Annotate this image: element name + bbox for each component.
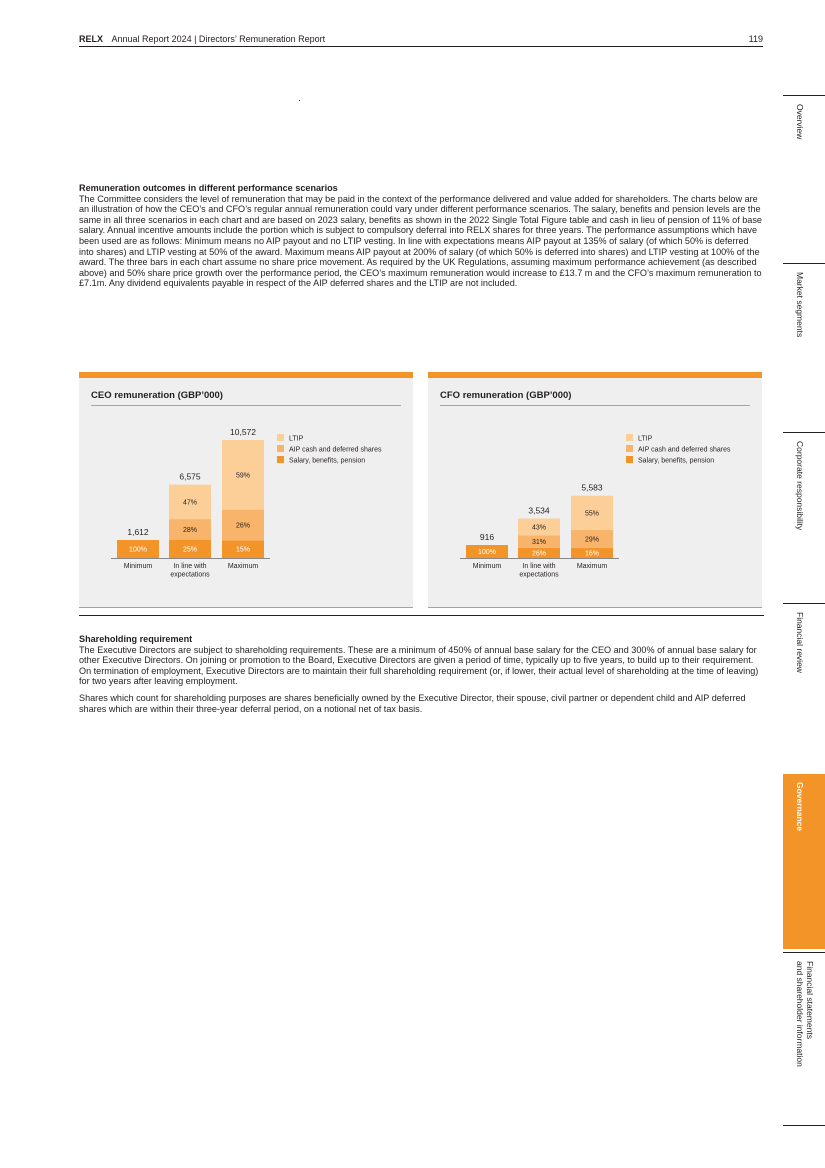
side-tab-label: Market segments bbox=[795, 272, 805, 338]
segment-percent-label: 59% bbox=[235, 472, 251, 480]
legend-label: AIP cash and deferred shares bbox=[289, 446, 382, 454]
stray-dot bbox=[299, 100, 300, 101]
chart-title: CEO remuneration (GBP’000) bbox=[91, 390, 223, 401]
side-tab-market-segments[interactable] bbox=[783, 263, 825, 432]
legend-label: AIP cash and deferred shares bbox=[638, 446, 731, 454]
legend-label: Salary, benefits, pension bbox=[289, 457, 366, 465]
ceo-stacked-bar-chart bbox=[79, 378, 413, 607]
shareholding-paragraph-2: Shares which count for shareholding purposes are shares beneficially owned by the Executive Director, their spouse, civil partner or dependent child and AIP deferred shares which are within their three-year deferral period, on a notional net of tax basis. bbox=[79, 692, 746, 714]
segment-percent-label: 15% bbox=[235, 546, 251, 554]
segment-percent-label: 26% bbox=[235, 522, 251, 530]
legend-label: LTIP bbox=[638, 435, 653, 443]
side-tab-overview[interactable] bbox=[783, 95, 825, 263]
segment-percent-label: 26% bbox=[531, 550, 547, 558]
segment-percent-label: 100% bbox=[478, 549, 496, 556]
page-header bbox=[79, 33, 763, 47]
legend-swatch bbox=[626, 445, 633, 452]
report-title: Annual Report 2024 | Directors’ Remuneration Report bbox=[111, 34, 326, 44]
ceo-chart-panel bbox=[79, 372, 413, 608]
segment-percent-label: 28% bbox=[182, 526, 198, 534]
section-divider bbox=[79, 615, 764, 616]
side-tab-governance[interactable] bbox=[783, 774, 825, 949]
side-nav-bottom-divider bbox=[783, 1125, 825, 1126]
segment-percent-label: 31% bbox=[531, 539, 547, 547]
category-label: expectations bbox=[519, 571, 559, 579]
category-label: Minimum bbox=[123, 563, 153, 570]
legend-swatch bbox=[626, 434, 633, 441]
category-label: Maximum bbox=[227, 563, 259, 570]
legend-swatch bbox=[277, 434, 284, 441]
segment-percent-label: 16% bbox=[584, 550, 600, 558]
legend-label: Salary, benefits, pension bbox=[638, 457, 715, 465]
segment-percent-label: 100% bbox=[129, 546, 147, 554]
bar-total-label: 10,572 bbox=[230, 427, 256, 437]
side-tab-corporate-responsibility[interactable] bbox=[783, 432, 825, 603]
legend-swatch bbox=[277, 445, 284, 452]
bar-total-label: 1,612 bbox=[127, 527, 149, 538]
legend-swatch bbox=[277, 456, 284, 463]
shareholding-paragraph-1: The Executive Directors are subject to shareholding requirements. These are a minimum of 450% of annual base salary for the CEO and 300% of annual base salary for other Executive Directors. On joining or promotion to the Board, Executive Directors are given a period of time, typically up to five years, to build up to their requirement. On termination of employment, Executive Directors are to maintain their full shareholding requirement (or, if lower, their actual level of shareholding at the time of leaving) for two years after leaving employment. bbox=[79, 644, 759, 687]
side-tab-label: Financial review bbox=[795, 612, 805, 673]
side-tab-label: Governance bbox=[795, 782, 805, 832]
bar-total-label: 3,534 bbox=[528, 505, 550, 516]
cfo-chart-panel bbox=[428, 372, 762, 608]
segment-percent-label: 43% bbox=[531, 524, 547, 532]
side-tab-financial-review[interactable] bbox=[783, 603, 825, 773]
legend-label: LTIP bbox=[289, 435, 304, 443]
header-divider bbox=[79, 46, 763, 47]
bar-total-label: 5,583 bbox=[581, 482, 603, 493]
side-tab-label: Corporate responsibility bbox=[795, 441, 805, 531]
category-label: In line with bbox=[173, 563, 207, 570]
segment-percent-label: 25% bbox=[182, 546, 198, 554]
bar-total-label: 916 bbox=[479, 532, 495, 542]
chart-title: CFO remuneration (GBP’000) bbox=[440, 390, 572, 401]
shareholding-section bbox=[79, 634, 764, 714]
category-label: In line with bbox=[522, 563, 556, 570]
legend-swatch bbox=[626, 456, 633, 463]
scenarios-heading: Remuneration outcomes in different performance scenarios bbox=[79, 183, 338, 193]
side-tab-label: Overview bbox=[795, 104, 805, 140]
category-label: Minimum bbox=[472, 563, 502, 570]
cfo-stacked-bar-chart bbox=[428, 378, 762, 607]
segment-percent-label: 55% bbox=[584, 510, 600, 518]
brand-name: RELX bbox=[79, 34, 104, 44]
side-tab-financial-statements[interactable] bbox=[783, 952, 825, 1125]
scenarios-paragraph: The Committee considers the level of remuneration that may be paid in the context of the performance delivered and value added for shareholders. The charts below are an illustration of how the CEO’s and CFO’s regular annual remuneration could vary under different performance scenarios. The salary, benefits and pension levels are the same in all three scenarios in each chart and are based on 2023 salary, benefits as shown in the 2022 Single Total Figure table and cash in lieu of pension of 11% of base salary. Annual incentive amounts include the portion which is subject to compulsory deferral into RELX shares for three years. The performance assumptions which have been used are as follows: Minimum means no AIP payout and no LTIP vesting. In line with expectations means AIP payout at 135% of salary (of which 50% is deferred into shares) and LTIP vesting at 50% of the award. Maximum means AIP payout at 200% of salary (of which 50% is deferred into shares) and LTIP vesting at 100% of the award. The three bars in each chart assume no share price movement. As required by the UK Regulations, assuming maximum performance achievement (as described above) and 50% share price growth over the performance period, the CEO’s maximum remuneration would increase to £13.7 m and the CFO’s maximum remuneration to £7.1m. Any dividend equivalents payable in respect of the AIP deferred shares and the LTIP are not included. bbox=[79, 193, 762, 289]
shareholding-heading: Shareholding requirement bbox=[79, 634, 193, 644]
bar-total-label: 6,575 bbox=[179, 471, 201, 482]
scenarios-section bbox=[79, 183, 764, 289]
side-tab-label: Financial statements and shareholder information bbox=[795, 961, 815, 1067]
category-label: Maximum bbox=[576, 563, 608, 570]
segment-percent-label: 29% bbox=[584, 536, 600, 544]
category-label: expectations bbox=[170, 571, 210, 579]
segment-percent-label: 47% bbox=[182, 499, 198, 507]
page-number: 119 bbox=[748, 34, 763, 44]
